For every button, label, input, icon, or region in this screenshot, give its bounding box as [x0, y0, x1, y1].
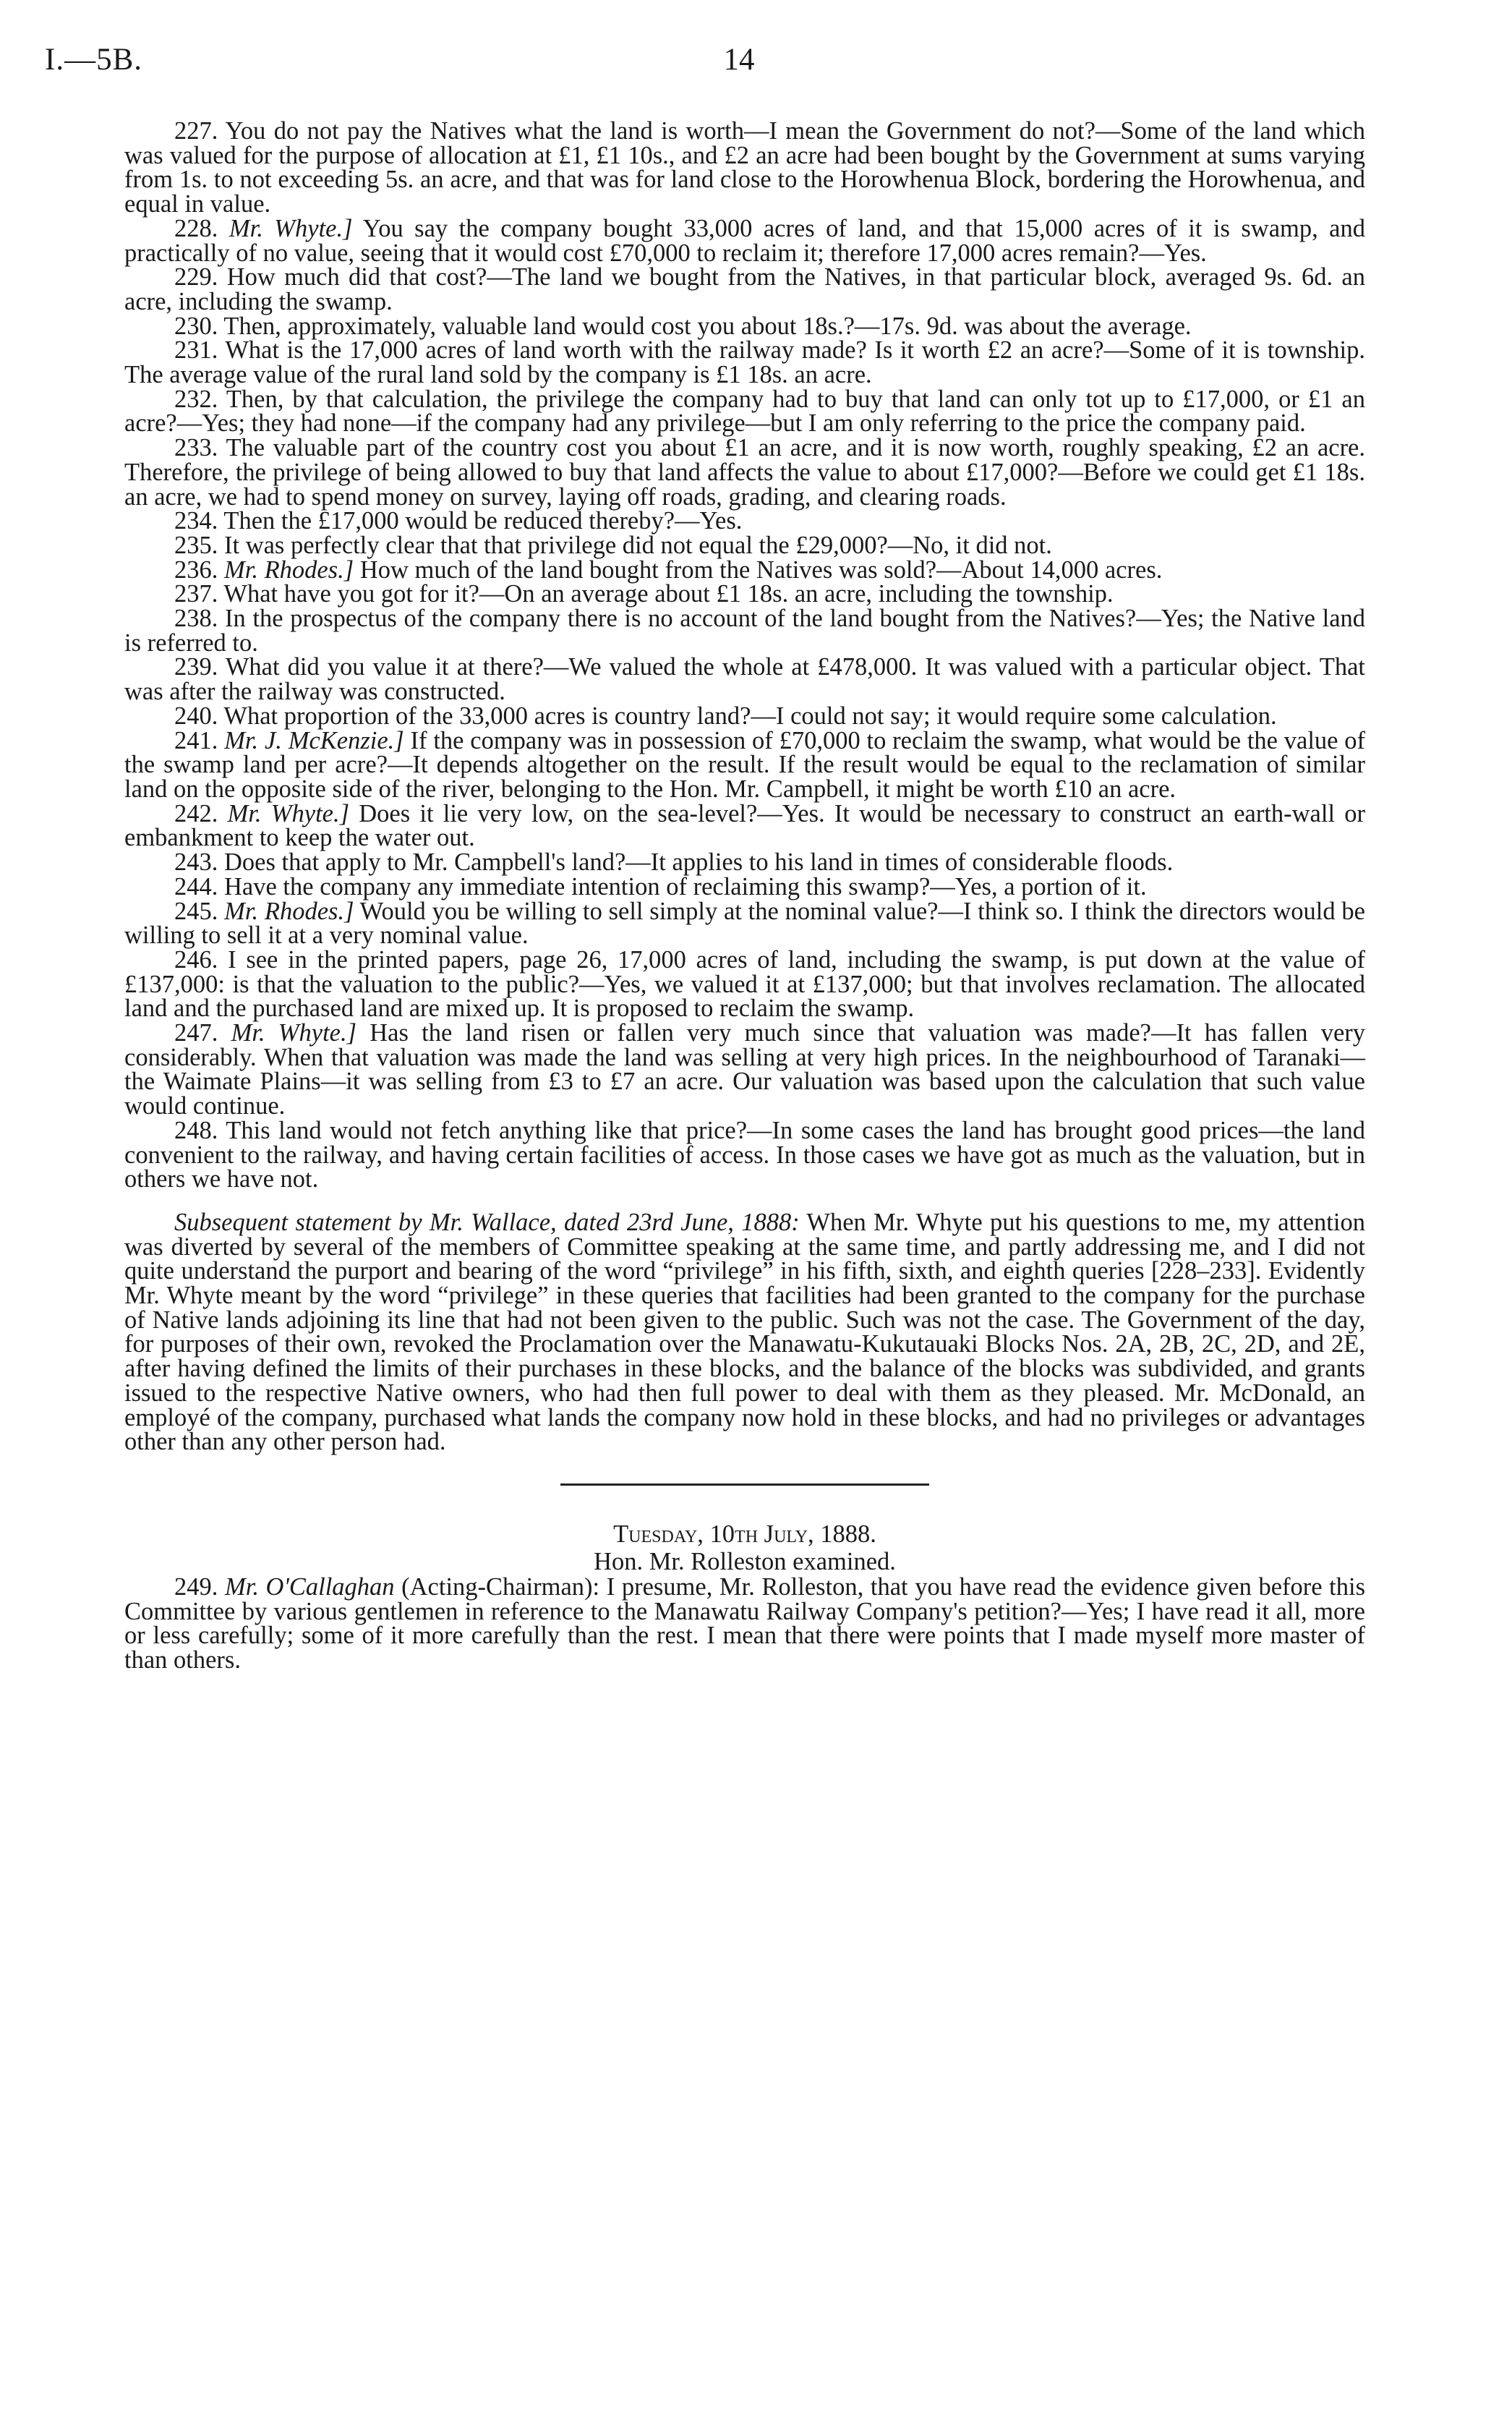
question-number: 248. [174, 1116, 218, 1144]
question-number: 242. [174, 799, 218, 827]
question-242 [124, 799, 1366, 852]
question-248 [124, 1116, 1365, 1193]
question-number: 247. [174, 1019, 218, 1047]
evidence-questions [124, 119, 1365, 1192]
question-233 [124, 436, 1365, 509]
speaker: Mr. Whyte.] [228, 214, 353, 242]
question-number: 244. [174, 872, 218, 901]
statement-text: When Mr. Whyte put his questions to me, my attention was diverted by several of the members of Committee speaking at the same time, and partly addressing me, and I did not quite understand the purport and bearing of the word “privilege” in his fifth, sixth, and eighth queries [228–233]. Evidently Mr. Whyte meant by the word “privilege” in these queries that facilities had been granted to the company for the purchase of Native lands adjoining its line that had not been given to the public. Such was not the case. The Government of the day, for purposes of their own, revoked the Proclamation over the Manawatu-Kukutauaki Blocks Nos. 2A, 2B, 2C, 2D, and 2E, after having defined the limits of their purchases in these blocks, and the balance of the blocks was subdivided, and grants issued to the respective Native owners, who had then full power to deal with them as they pleased. Mr. McDonald, an employé of the company, purchased what lands the company now hold in these blocks, and had no privileges or advantages other than any other person had. [124, 1208, 1365, 1456]
question-229 [124, 265, 1365, 314]
question-number: 230. [174, 312, 218, 340]
question-228 [124, 214, 1365, 267]
question-231 [124, 336, 1365, 389]
question-text: What is the 17,000 acres of land worth with the railway made? Is it worth £2 an acre?—Some of it is township. The average value of the rural land sold by the company is £1 18s. an acre. [124, 336, 1365, 389]
subsequent-statement [124, 1208, 1365, 1456]
question-text: Then, by that calculation, the privilege the company had to buy that land can only tot up to £17,000, or £1 an acre?—Yes; they had none—if the company had any privilege—but I am only referring to the price the company paid. [124, 385, 1365, 438]
question-number: 241. [174, 726, 218, 754]
question-text: The valuable part of the country cost you about £1 an acre, and it is now worth, roughly speaking, £2 an acre. Therefore, the privilege of being allowed to buy that land affects the value to about £17,000?—Before we could get £1 18s. an acre, we had to spend money on survey, laying off roads, grading, and clearing roads. [124, 434, 1365, 511]
question-text: Does it lie very low, on the sea-level?—Yes. It would be necessary to construct an earth-wall or embankment to keep the water out. [124, 799, 1366, 852]
section-divider [560, 1483, 929, 1486]
question-number: 246. [174, 945, 218, 974]
speaker: Mr. J. McKenzie.] [224, 726, 404, 754]
question-245 [124, 897, 1365, 950]
question-237 [124, 582, 1365, 607]
question-text: Would you be willing to sell simply at the nominal value?—I think so. I think the directors would be willing to sell it at a very nominal value. [124, 897, 1365, 950]
question-text: What proportion of the 33,000 acres is country land?—I could not say; it would require some calculation. [223, 702, 1277, 730]
question-number: 236. [174, 555, 218, 584]
question-number: 249. [174, 1572, 218, 1601]
speaker: Mr. Whyte.] [231, 1019, 357, 1047]
question-238 [124, 607, 1365, 655]
speaker: Mr. Whyte.] [227, 799, 350, 827]
question-number: 227. [174, 117, 218, 145]
question-text: This land would not fetch anything like that price?—In some cases the land has brought good prices—the land convenient to the railway, and having certain facilities of access. In those cases we have got as much as the valuation, but in others we have not. [124, 1116, 1365, 1193]
statement-lead: Subsequent statement by Mr. Wallace, dated 23rd June, 1888: [174, 1208, 800, 1236]
question-text: Have the company any immediate intention of reclaiming this swamp?—Yes, a portion of it. [224, 872, 1147, 901]
question-number: 231. [174, 336, 218, 365]
speaker: Mr. O'Callaghan [224, 1572, 395, 1601]
question-text: It was perfectly clear that that privilege did not equal the £29,000?—No, it did not. [224, 531, 1052, 559]
question-number: 240. [174, 702, 218, 730]
question-text: You say the company bought 33,000 acres of land, and that 15,000 acres of it is swamp, and practically of no value, seeing that it would cost £70,000 to reclaim it; therefore 17,000 acres remain?—Yes. [124, 214, 1365, 267]
question-text: Then the £17,000 would be reduced thereby?—Yes. [223, 507, 743, 535]
question-text: I see in the printed papers, page 26, 17,000 acres of land, including the swamp, is put down at the value of £137,000: is that the valuation to the public?—Yes, we valued it at £137,000; but that involves reclamation. The allocated land and the purchased land are mixed up. It is proposed to reclaim the swamp. [124, 945, 1366, 1023]
question-249 [124, 1572, 1366, 1674]
question-244 [124, 872, 1365, 901]
question-235 [124, 531, 1365, 559]
document-body [124, 119, 1365, 1673]
page-header [45, 42, 1433, 85]
question-247 [124, 1021, 1365, 1119]
question-number: 243. [174, 848, 218, 877]
page-number: 14 [723, 43, 755, 77]
question-232 [124, 385, 1365, 438]
question-text: What did you value it at there?—We valued the whole at £478,000. It was valued with a particular object. That was after the railway was constructed. [124, 653, 1365, 706]
question-246 [124, 945, 1366, 1023]
question-number: 238. [174, 605, 218, 633]
question-number: 228. [174, 214, 218, 242]
question-number: 235. [174, 531, 218, 559]
question-230 [124, 312, 1365, 340]
question-text: In the prospectus of the company there is no account of the land bought from the Natives?—Yes; the Native land is referred to. [124, 605, 1366, 657]
question-number: 232. [174, 385, 218, 413]
question-text: (Acting-Chairman): I presume, Mr. Rolleston, that you have read the evidence given before this Committee by various gentlemen in reference to the Manawatu Railway Company's petition?—Yes; I have read it all, more or less carefully; some of it more carefully than the rest. I mean that there were points that I made myself more master of than others. [124, 1572, 1366, 1674]
question-236 [124, 555, 1365, 584]
question-text: Does that apply to Mr. Campbell's land?—It applies to his land in times of considerable floods. [224, 848, 1174, 877]
question-number: 234. [174, 507, 218, 535]
question-text: Has the land risen or fallen very much since that valuation was made?—It has fallen very considerably. When that valuation was made the land was selling at very high prices. In the neighbourhood of Taranaki—the Waimate Plains—it was selling from £3 to £7 an acre. Our valuation was based upon the calculation that such value would continue. [124, 1019, 1366, 1120]
question-text: How much did that cost?—The land we bought from the Natives, in that particular block, averaged 9s. 6d. an acre, including the swamp. [124, 263, 1365, 315]
question-239 [124, 655, 1365, 704]
question-number: 229. [174, 263, 218, 291]
question-text: Then, approximately, valuable land would cost you about 18s.?—17s. 9d. was about the average. [223, 312, 1192, 340]
question-241 [124, 726, 1366, 803]
speaker: Mr. Rhodes.] [224, 897, 354, 925]
paper-reference: I.—5B. [45, 43, 142, 77]
question-227 [124, 119, 1365, 217]
question-text: You do not pay the Natives what the land is worth—I mean the Government do not?—Some of the land which was valued for the purpose of allocation at £1, £1 10s., and £2 an acre had been bought by the Government at sums varying from 1s. to not exceeding 5s. an acre, and that was for land close to the Horowhenua Block, bordering the Horowhenua, and equal in value. [124, 117, 1365, 218]
question-234 [124, 509, 1365, 534]
question-240 [124, 704, 1365, 729]
question-number: 237. [174, 580, 218, 608]
question-number: 233. [174, 434, 218, 462]
question-number: 239. [174, 653, 218, 681]
question-number: 245. [174, 897, 218, 925]
question-243 [124, 848, 1365, 877]
question-text: If the company was in possession of £70,000 to reclaim the swamp, what would be the value of the swamp land per acre?—It depends altogether on the result. If the result would be equal to the reclamation of similar land on the opposite side of the river, belonging to the Hon. Mr. Campbell, it might be worth £10 an acre. [124, 726, 1366, 803]
witness-examined: Hon. Mr. Rolleston examined. [594, 1547, 896, 1575]
question-text: What have you got for it?—On an average about £1 18s. an acre, including the township. [223, 580, 1114, 608]
speaker: Mr. Rhodes.] [224, 555, 354, 584]
session-date: Tuesday, 10th July, 1888. [613, 1520, 876, 1548]
question-text: How much of the land bought from the Natives was sold?—About 14,000 acres. [359, 555, 1163, 584]
